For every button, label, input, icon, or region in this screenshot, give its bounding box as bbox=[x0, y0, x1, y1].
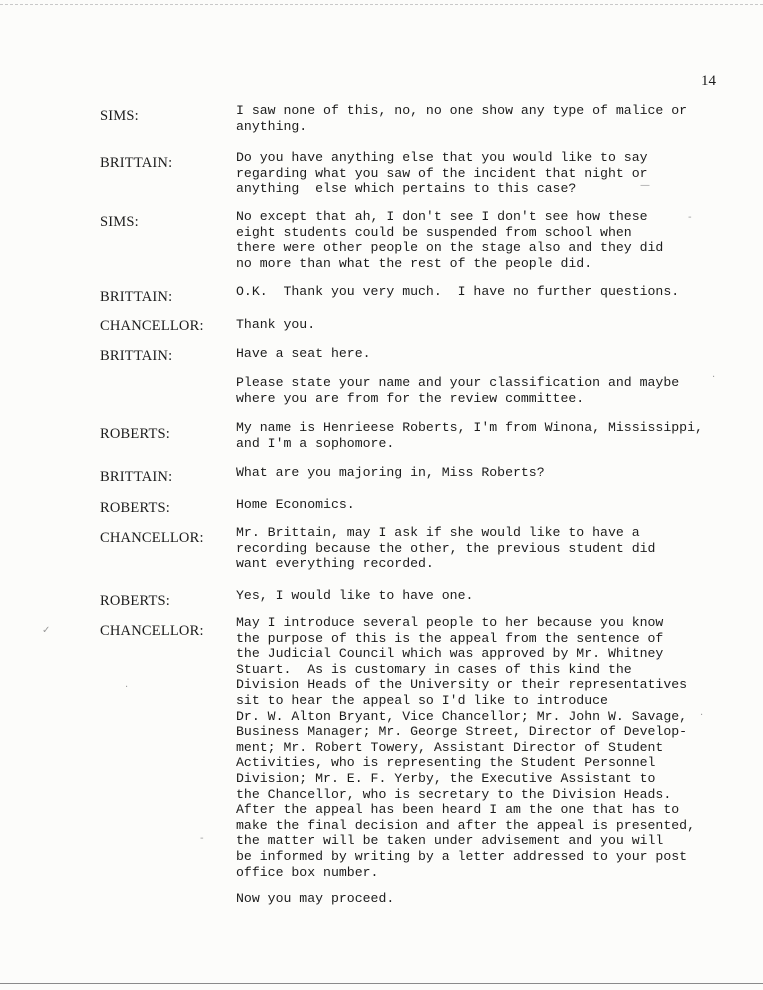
bottom-edge-rule bbox=[0, 983, 763, 984]
speech-text: Have a seat here. bbox=[236, 346, 371, 361]
speaker-label: BRITTAIN: bbox=[100, 155, 173, 171]
speaker-label: SIMS: bbox=[100, 108, 139, 124]
speech-text: Home Economics. bbox=[236, 497, 355, 512]
scan-speck: · bbox=[700, 710, 704, 721]
speech-text: Please state your name and your classification and maybe where you are from for the review committee. bbox=[236, 375, 680, 406]
speech-text: Yes, I would like to have one. bbox=[236, 588, 474, 603]
speech-text: Do you have anything else that you would like to say regarding what you saw of the incident that night or anything else which pertains to this case? bbox=[236, 150, 648, 197]
speaker-label: CHANCELLOR: bbox=[100, 623, 204, 639]
speaker-label: CHANCELLOR: bbox=[100, 318, 204, 334]
scan-speck: · bbox=[125, 682, 129, 693]
speaker-label: CHANCELLOR: bbox=[100, 530, 204, 546]
speech-text: Mr. Brittain, may I ask if she would like to have a recording because the other, the previous student did want everything recorded. bbox=[236, 525, 656, 572]
speaker-label: ROBERTS: bbox=[100, 593, 171, 609]
speaker-label: BRITTAIN: bbox=[100, 348, 173, 364]
scan-speck: - bbox=[688, 212, 692, 223]
speaker-label: SIMS: bbox=[100, 214, 139, 230]
speech-text: My name is Henrieese Roberts, I'm from Winona, Mississippi, and I'm a sophomore. bbox=[236, 420, 703, 451]
speaker-label: ROBERTS: bbox=[100, 426, 171, 442]
speaker-label: ROBERTS: bbox=[100, 500, 171, 516]
speech-text: I saw none of this, no, no one show any type of malice or anything. bbox=[236, 103, 688, 134]
speech-text: Thank you. bbox=[236, 317, 316, 332]
scan-speck: - bbox=[200, 833, 204, 844]
speech-text: What are you majoring in, Miss Roberts? bbox=[236, 465, 545, 480]
page-number: 14 bbox=[701, 73, 716, 89]
speaker-label: BRITTAIN: bbox=[100, 289, 173, 305]
speech-text: May I introduce several people to her because you know the purpose of this is the appeal from the sentence of the Judicial Council which was approved by Mr. Whitney Stuart. As is customary in cases of this kind the Division Heads of the University or their representatives sit to hear the appeal so I'd like to introduce Dr. W. Alton Bryant, Vice Chancellor; Mr. John W. Savage, Business Manager; Mr. George Street, Director of Develop- ment; Mr. Robert Towery, Assistant Director of Student Activities, who is representing the Student Personnel Division; Mr. E. F. Yerby, the Executive Assistant to the Chancellor, who is secretary to the Division Heads. After the appeal has been heard I am the one that has to make the final decision and after the appeal is presented, the matter will be taken under advisement and you will be informed by writing by a letter addressed to your post office box number. bbox=[236, 615, 695, 880]
scan-speck: ✓ bbox=[42, 625, 51, 636]
speech-text: No except that ah, I don't see I don't see how these eight students could be suspended from school when there were other people on the stage also and they did no more than what the rest of the people did. bbox=[236, 209, 664, 271]
speaker-label: BRITTAIN: bbox=[100, 469, 173, 485]
scan-speck: · bbox=[712, 372, 716, 383]
speech-text: Now you may proceed. bbox=[236, 891, 395, 906]
speech-text: O.K. Thank you very much. I have no further questions. bbox=[236, 284, 680, 299]
scan-speck: — bbox=[640, 180, 650, 191]
top-edge-rule bbox=[0, 4, 763, 5]
